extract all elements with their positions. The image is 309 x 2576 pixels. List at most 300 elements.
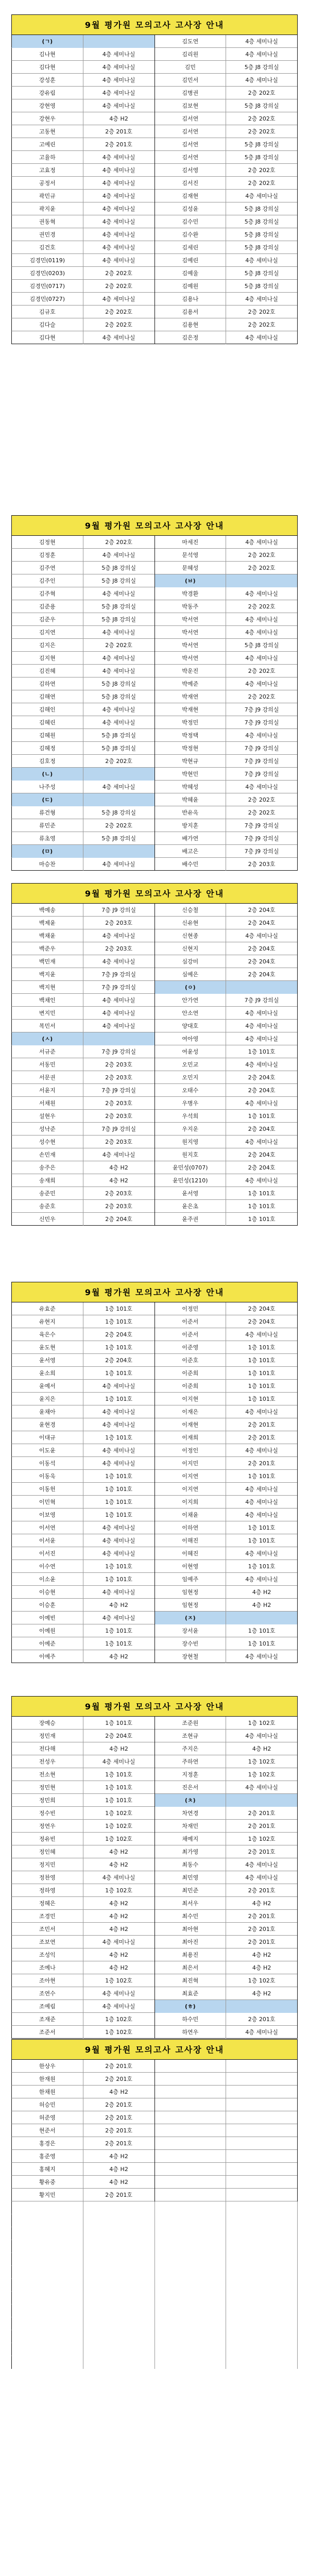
student-name-cell: 김정훈 bbox=[12, 549, 83, 562]
student-name-cell: 이예준 bbox=[12, 1637, 83, 1650]
room-cell: 2층 203호 bbox=[83, 942, 155, 955]
student-name-cell: 김서연 bbox=[155, 112, 227, 125]
room-cell: 5층 J8 강의실 bbox=[83, 600, 155, 613]
student-name-cell: 이정인 bbox=[155, 1444, 227, 1457]
table-row bbox=[11, 716, 298, 729]
table-row bbox=[11, 1136, 298, 1148]
room-cell: 4층 세미나실 bbox=[83, 1418, 155, 1431]
student-name-cell: 윤소희 bbox=[12, 1367, 83, 1380]
room-cell: 5층 J8 강의실 bbox=[83, 690, 155, 703]
room-cell: 1층 102호 bbox=[83, 1807, 155, 1820]
room-cell: 2층 202호 bbox=[226, 549, 298, 562]
table-row bbox=[11, 1161, 298, 1174]
student-name-cell: 이채윤 bbox=[155, 1509, 227, 1521]
table-row bbox=[11, 254, 298, 267]
room-cell: 4층 세미나실 bbox=[83, 1457, 155, 1470]
room-cell: 4층 세미나실 bbox=[83, 587, 155, 600]
student-name-cell: 이승훈 bbox=[12, 1599, 83, 1612]
table-row bbox=[11, 955, 298, 968]
student-name-cell: 정연우 bbox=[12, 1820, 83, 1833]
room-cell: 2층 201호 bbox=[226, 1884, 298, 1897]
table-row bbox=[11, 87, 298, 99]
room-cell: 4층 H2 bbox=[83, 2086, 155, 2098]
room-cell: 1층 101호 bbox=[83, 1470, 155, 1483]
student-name-cell: 유효준 bbox=[12, 1302, 83, 1315]
empty-row bbox=[11, 2214, 298, 2227]
student-name-cell: 이수연 bbox=[12, 1560, 83, 1573]
room-cell: 1층 102호 bbox=[226, 1974, 298, 1987]
room-cell: 1층 101호 bbox=[83, 1341, 155, 1354]
room-cell: 5층 J8 강의실 bbox=[226, 267, 298, 280]
room-cell: 2층 202호 bbox=[226, 600, 298, 613]
room-cell: 2층 201호 bbox=[226, 1936, 298, 1948]
student-name-cell: 성낙준 bbox=[12, 1123, 83, 1136]
room-cell: 1층 101호 bbox=[226, 1470, 298, 1483]
student-name-cell: 최아진 bbox=[155, 1936, 227, 1948]
room-cell: 5층 J8 강의실 bbox=[83, 832, 155, 845]
table-row bbox=[11, 1961, 298, 1974]
group-header-cell: (ㄱ) bbox=[12, 35, 83, 48]
room-cell: 2층 201호 bbox=[226, 1807, 298, 1820]
student-name-cell: 김주연 bbox=[12, 562, 83, 574]
room-cell: 1층 101호 bbox=[226, 1380, 298, 1393]
student-name-cell: 김도연 bbox=[155, 35, 227, 48]
room-cell: 2층 202호 bbox=[83, 267, 155, 280]
room-cell: 4층 세미나실 bbox=[83, 61, 155, 74]
student-name-cell: 송준민 bbox=[12, 1187, 83, 1200]
room-cell: 2층 202호 bbox=[83, 306, 155, 318]
room-cell: 7층 J9 강의실 bbox=[83, 1084, 155, 1097]
room-cell: 4층 세미나실 bbox=[83, 2000, 155, 2013]
room-cell bbox=[226, 2124, 298, 2137]
room-cell: 7층 J9 강의실 bbox=[226, 832, 298, 845]
student-name-cell: 이서연 bbox=[12, 1521, 83, 1534]
table-row bbox=[11, 1354, 298, 1367]
student-name-cell: 이지연 bbox=[155, 1483, 227, 1496]
table-row bbox=[11, 1470, 298, 1483]
student-name-cell: 조보연 bbox=[12, 1936, 83, 1948]
student-name-cell: 육은수 bbox=[12, 1328, 83, 1341]
room-cell: 4층 세미나실 bbox=[83, 858, 155, 871]
table-row bbox=[11, 1110, 298, 1123]
room-cell: 1층 101호 bbox=[83, 1302, 155, 1315]
room-cell: 2층 203호 bbox=[83, 1187, 155, 1200]
table-row bbox=[11, 1393, 298, 1405]
empty-cell bbox=[12, 2227, 83, 2240]
student-name-cell: 권민경 bbox=[12, 228, 83, 241]
empty-cell bbox=[226, 2253, 298, 2266]
room-cell: 2층 201호 bbox=[83, 2124, 155, 2137]
student-name-cell: 서문권 bbox=[12, 1071, 83, 1084]
room-cell: 4층 H2 bbox=[226, 1586, 298, 1599]
room-cell: 4층 세미나실 bbox=[83, 1547, 155, 1560]
room-cell: 4층 H2 bbox=[83, 1599, 155, 1612]
room-cell: 1층 101호 bbox=[226, 1560, 298, 1573]
empty-cell bbox=[12, 2317, 83, 2330]
empty-cell bbox=[226, 2214, 298, 2227]
student-name-cell: 홍경은 bbox=[12, 2137, 83, 2150]
room-cell: 1층 101호 bbox=[83, 1624, 155, 1637]
group-header-cell bbox=[226, 1612, 298, 1624]
student-name-cell: 심예은 bbox=[155, 968, 227, 981]
room-cell: 1층 101호 bbox=[83, 1717, 155, 1730]
room-cell: 1층 101호 bbox=[83, 1794, 155, 1807]
table-row bbox=[11, 1174, 298, 1187]
room-cell: 1층 101호 bbox=[83, 1393, 155, 1405]
room-cell: 4층 H2 bbox=[83, 1923, 155, 1936]
student-name-cell: 전소현 bbox=[12, 1768, 83, 1781]
table-row bbox=[11, 1717, 298, 1730]
room-cell: 4층 세미나실 bbox=[83, 652, 155, 665]
group-header-cell: (ㅎ) bbox=[155, 2000, 227, 2013]
student-name-cell: 오태수 bbox=[155, 1084, 227, 1097]
room-cell: 2층 201호 bbox=[226, 1457, 298, 1470]
group-header-cell bbox=[226, 574, 298, 587]
student-name-cell: 최민준 bbox=[155, 1884, 227, 1897]
table-row bbox=[11, 1974, 298, 1987]
empty-cell bbox=[155, 2214, 227, 2227]
student-name-cell: 정지민 bbox=[12, 1858, 83, 1871]
roster-sheet bbox=[11, 14, 298, 344]
table-row bbox=[11, 1730, 298, 1742]
room-cell: 4층 세미나실 bbox=[83, 781, 155, 793]
student-name-cell: 박현민 bbox=[155, 768, 227, 781]
student-name-cell: 고동현 bbox=[12, 125, 83, 138]
room-cell: 4층 세미나실 bbox=[83, 254, 155, 267]
table-row bbox=[11, 1858, 298, 1871]
table-row bbox=[11, 1833, 298, 1845]
room-cell: 4층 H2 bbox=[83, 1161, 155, 1174]
student-name-cell: 김주혁 bbox=[12, 587, 83, 600]
student-name-cell: 김서연 bbox=[155, 125, 227, 138]
student-name-cell: 주하연 bbox=[155, 1755, 227, 1768]
room-cell: 4층 세미나실 bbox=[226, 652, 298, 665]
room-cell: 5층 J8 강의실 bbox=[226, 99, 298, 112]
student-name-cell: 박서연 bbox=[155, 639, 227, 652]
student-name-cell: 장서윤 bbox=[155, 1624, 227, 1637]
student-name-cell bbox=[155, 2176, 227, 2189]
student-name-cell: 신현종 bbox=[155, 929, 227, 942]
empty-row bbox=[11, 2304, 298, 2317]
student-name-cell: 김리원 bbox=[155, 48, 227, 61]
student-name-cell: 정민현 bbox=[12, 1781, 83, 1794]
room-cell: 4층 H2 bbox=[83, 1948, 155, 1961]
empty-cell bbox=[83, 2317, 155, 2330]
room-cell: 2층 201호 bbox=[83, 2189, 155, 2201]
student-name-cell: 고효정 bbox=[12, 164, 83, 177]
table-row bbox=[11, 1509, 298, 1521]
table-row bbox=[11, 1084, 298, 1097]
table-row bbox=[11, 703, 298, 716]
student-name-cell: 안소연 bbox=[155, 1007, 227, 1020]
student-name-cell: 백지현 bbox=[12, 981, 83, 994]
student-name-cell: 윤민성(1210) bbox=[155, 1174, 227, 1187]
table-row bbox=[11, 293, 298, 306]
room-cell: 1층 101호 bbox=[226, 1200, 298, 1213]
room-cell bbox=[226, 2098, 298, 2111]
room-cell: 1층 101호 bbox=[83, 1483, 155, 1496]
student-name-cell: 권동혁 bbox=[12, 215, 83, 228]
student-name-cell: 양대호 bbox=[155, 1020, 227, 1032]
group-header-cell: (ㅈ) bbox=[155, 1612, 227, 1624]
table-row bbox=[11, 929, 298, 942]
sheet-title: 9월 평가원 모의고사 고사장 안내 bbox=[11, 1696, 298, 1717]
table-row bbox=[11, 845, 298, 858]
room-cell: 4층 H2 bbox=[226, 1961, 298, 1974]
room-cell: 5층 J8 강의실 bbox=[226, 138, 298, 151]
table-row bbox=[11, 1123, 298, 1136]
student-name-cell bbox=[155, 2150, 227, 2163]
student-name-cell: 김해인 bbox=[12, 703, 83, 716]
table-row bbox=[11, 1058, 298, 1071]
room-cell: 7층 J9 강의실 bbox=[226, 819, 298, 832]
table-row bbox=[11, 562, 298, 574]
table-row bbox=[11, 190, 298, 202]
room-cell: 4층 H2 bbox=[83, 2150, 155, 2163]
room-cell: 4층 세미나실 bbox=[226, 781, 298, 793]
student-name-cell: 오민교 bbox=[155, 1058, 227, 1071]
room-cell: 2층 201호 bbox=[83, 2111, 155, 2124]
group-header-cell bbox=[83, 1032, 155, 1045]
room-cell: 1층 101호 bbox=[226, 1624, 298, 1637]
table-row bbox=[11, 1521, 298, 1534]
table-row bbox=[11, 318, 298, 331]
student-name-cell: 김다슬 bbox=[12, 318, 83, 331]
table-row bbox=[11, 1781, 298, 1794]
student-name-cell: 고예린 bbox=[12, 138, 83, 151]
room-cell: 4층 H2 bbox=[83, 1742, 155, 1755]
student-name-cell: 백준우 bbox=[12, 942, 83, 955]
table-row bbox=[11, 2111, 298, 2124]
student-name-cell: 김혜정 bbox=[12, 742, 83, 755]
group-header-cell: (ㄴ) bbox=[12, 768, 83, 781]
empty-cell bbox=[226, 2279, 298, 2292]
group-header-cell bbox=[226, 1794, 298, 1807]
student-name-cell: 정찬영 bbox=[12, 1871, 83, 1884]
student-name-cell: 백채윤 bbox=[12, 929, 83, 942]
room-cell: 7층 J9 강의실 bbox=[226, 994, 298, 1007]
student-name-cell: 진은서 bbox=[155, 1781, 227, 1794]
student-name-cell: 최서우 bbox=[155, 1897, 227, 1910]
student-name-cell: 김용서 bbox=[155, 306, 227, 318]
table-row bbox=[11, 994, 298, 1007]
student-name-cell: 하연우 bbox=[155, 2026, 227, 2039]
room-cell: 5층 J8 강의실 bbox=[226, 61, 298, 74]
room-cell: 1층 102호 bbox=[226, 1768, 298, 1781]
room-cell: 4층 세미나실 bbox=[83, 99, 155, 112]
table-row bbox=[11, 1560, 298, 1573]
table-row bbox=[11, 1845, 298, 1858]
table-row bbox=[11, 1367, 298, 1380]
student-name-cell bbox=[155, 2111, 227, 2124]
table-row bbox=[11, 1328, 298, 1341]
table-row bbox=[11, 1534, 298, 1547]
student-name-cell: 송재희 bbox=[12, 1174, 83, 1187]
room-cell: 4층 세미나실 bbox=[83, 74, 155, 87]
student-name-cell: 김수완 bbox=[155, 228, 227, 241]
roster-sheet bbox=[11, 1282, 298, 1663]
student-name-cell: 윤도현 bbox=[12, 1341, 83, 1354]
room-cell: 1층 102호 bbox=[83, 2013, 155, 2026]
student-name-cell: 김지은 bbox=[12, 639, 83, 652]
table-row bbox=[11, 1768, 298, 1781]
room-cell: 4층 세미나실 bbox=[83, 549, 155, 562]
student-name-cell: 류민준 bbox=[12, 819, 83, 832]
student-name-cell: 임현정 bbox=[155, 1586, 227, 1599]
table-row bbox=[11, 1007, 298, 1020]
table-row bbox=[11, 1302, 298, 1315]
room-cell: 4층 H2 bbox=[83, 1910, 155, 1923]
table-row bbox=[11, 61, 298, 74]
room-cell: 2층 201호 bbox=[226, 2013, 298, 2026]
student-name-cell: 백민재 bbox=[12, 955, 83, 968]
empty-cell bbox=[226, 2304, 298, 2317]
room-cell: 4층 H2 bbox=[83, 2176, 155, 2189]
room-cell: 4층 세미나실 bbox=[226, 1730, 298, 1742]
student-name-cell: 배가연 bbox=[155, 832, 227, 845]
room-cell: 5층 J8 강의실 bbox=[83, 562, 155, 574]
table-row bbox=[11, 755, 298, 768]
room-cell: 4층 세미나실 bbox=[83, 1534, 155, 1547]
room-cell: 4층 세미나실 bbox=[83, 87, 155, 99]
room-cell bbox=[226, 2150, 298, 2163]
room-cell: 4층 세미나실 bbox=[226, 1136, 298, 1148]
student-name-cell: 이준희 bbox=[155, 1380, 227, 1393]
table-row bbox=[11, 151, 298, 164]
room-cell: 4층 H2 bbox=[83, 1897, 155, 1910]
student-name-cell: 임현정 bbox=[155, 1599, 227, 1612]
room-cell: 5층 J8 강의실 bbox=[226, 639, 298, 652]
table-row bbox=[11, 267, 298, 280]
table-row bbox=[11, 917, 298, 929]
student-name-cell: 전성우 bbox=[12, 1755, 83, 1768]
table-row bbox=[11, 652, 298, 665]
room-cell bbox=[226, 2176, 298, 2189]
room-cell: 5층 J8 강의실 bbox=[226, 202, 298, 215]
room-cell: 1층 102호 bbox=[226, 1833, 298, 1845]
room-cell: 2층 201호 bbox=[83, 2060, 155, 2073]
student-name-cell: 김민서 bbox=[155, 74, 227, 87]
table-row bbox=[11, 1444, 298, 1457]
table-row bbox=[11, 981, 298, 994]
empty-cell bbox=[83, 2292, 155, 2304]
student-name-cell: 성수현 bbox=[12, 1136, 83, 1148]
room-cell: 4층 H2 bbox=[226, 1897, 298, 1910]
student-name-cell: 이준희 bbox=[155, 1367, 227, 1380]
table-row bbox=[11, 904, 298, 917]
student-name-cell: 김용현 bbox=[155, 318, 227, 331]
room-cell: 4층 세미나실 bbox=[83, 665, 155, 677]
table-row bbox=[11, 942, 298, 955]
room-cell: 2층 203호 bbox=[83, 1110, 155, 1123]
table-row bbox=[11, 968, 298, 981]
room-cell: 5층 J8 강의실 bbox=[226, 241, 298, 254]
table-row bbox=[11, 1496, 298, 1509]
student-name-cell: 김다현 bbox=[12, 331, 83, 344]
room-cell: 1층 101호 bbox=[226, 1110, 298, 1123]
room-cell: 2층 204호 bbox=[226, 1315, 298, 1328]
room-cell: 2층 204호 bbox=[226, 968, 298, 981]
empty-row bbox=[11, 2343, 298, 2356]
student-name-cell: 원지영 bbox=[155, 1136, 227, 1148]
student-name-cell: 정민재 bbox=[12, 1730, 83, 1742]
empty-cell bbox=[83, 2201, 155, 2214]
empty-cell bbox=[12, 2240, 83, 2253]
student-name-cell: 설현우 bbox=[12, 1110, 83, 1123]
room-cell: 2층 202호 bbox=[226, 793, 298, 806]
empty-cell bbox=[83, 2214, 155, 2227]
student-name-cell: 홍혜지 bbox=[12, 2163, 83, 2176]
student-name-cell: 김경민(0119) bbox=[12, 254, 83, 267]
student-name-cell: 조준서 bbox=[12, 2026, 83, 2039]
student-name-cell: 박경환 bbox=[155, 587, 227, 600]
room-cell: 4층 세미나실 bbox=[226, 1174, 298, 1187]
student-name-cell: 박혜윤 bbox=[155, 793, 227, 806]
room-cell bbox=[226, 2086, 298, 2098]
table-row bbox=[11, 1405, 298, 1418]
student-name-cell: 반유옥 bbox=[155, 806, 227, 819]
room-cell: 4층 H2 bbox=[226, 1599, 298, 1612]
group-header-cell bbox=[226, 2000, 298, 2013]
table-row bbox=[11, 2163, 298, 2176]
table-row bbox=[11, 549, 298, 562]
empty-cell bbox=[155, 2304, 227, 2317]
table-row bbox=[11, 164, 298, 177]
student-name-cell: 이지민 bbox=[155, 1457, 227, 1470]
room-cell: 4층 세미나실 bbox=[83, 202, 155, 215]
table-row bbox=[11, 1547, 298, 1560]
student-name-cell: 우지운 bbox=[155, 1123, 227, 1136]
table-row bbox=[11, 1948, 298, 1961]
table-row bbox=[11, 639, 298, 652]
student-name-cell: 김용나 bbox=[155, 293, 227, 306]
student-name-cell: 최가영 bbox=[155, 1845, 227, 1858]
sheet-title: 9월 평가원 모의고사 고사장 안내 bbox=[11, 14, 298, 35]
room-cell: 4층 세미나실 bbox=[226, 1020, 298, 1032]
empty-row bbox=[11, 2253, 298, 2266]
student-name-cell: 조경민 bbox=[12, 1910, 83, 1923]
empty-cell bbox=[155, 2292, 227, 2304]
room-cell: 1층 102호 bbox=[226, 1755, 298, 1768]
student-name-cell: 송준호 bbox=[12, 1200, 83, 1213]
room-cell: 4층 세미나실 bbox=[226, 1483, 298, 1496]
room-cell: 2층 201호 bbox=[83, 2073, 155, 2086]
empty-cell bbox=[155, 2279, 227, 2292]
student-name-cell: 이준서 bbox=[155, 1315, 227, 1328]
student-name-cell: 서동민 bbox=[12, 1058, 83, 1071]
table-row bbox=[11, 241, 298, 254]
student-name-cell: 윤민성(0707) bbox=[155, 1161, 227, 1174]
empty-cell bbox=[155, 2240, 227, 2253]
empty-cell bbox=[83, 2240, 155, 2253]
table-row bbox=[11, 690, 298, 703]
student-name-cell: 윤예서 bbox=[12, 1380, 83, 1393]
student-name-cell: 김혜린 bbox=[12, 716, 83, 729]
empty-cell bbox=[83, 2253, 155, 2266]
room-cell: 2층 201호 bbox=[226, 1923, 298, 1936]
student-name-cell: 이보영 bbox=[12, 1509, 83, 1521]
empty-cell bbox=[12, 2214, 83, 2227]
table-row bbox=[11, 215, 298, 228]
empty-cell bbox=[155, 2343, 227, 2356]
table-row bbox=[11, 1341, 298, 1354]
student-name-cell: 이재현 bbox=[155, 1418, 227, 1431]
table-row bbox=[11, 1755, 298, 1768]
table-row bbox=[11, 2060, 298, 2073]
student-name-cell: 복민서 bbox=[12, 1020, 83, 1032]
room-cell: 4층 세미나실 bbox=[226, 929, 298, 942]
empty-cell bbox=[83, 2279, 155, 2292]
